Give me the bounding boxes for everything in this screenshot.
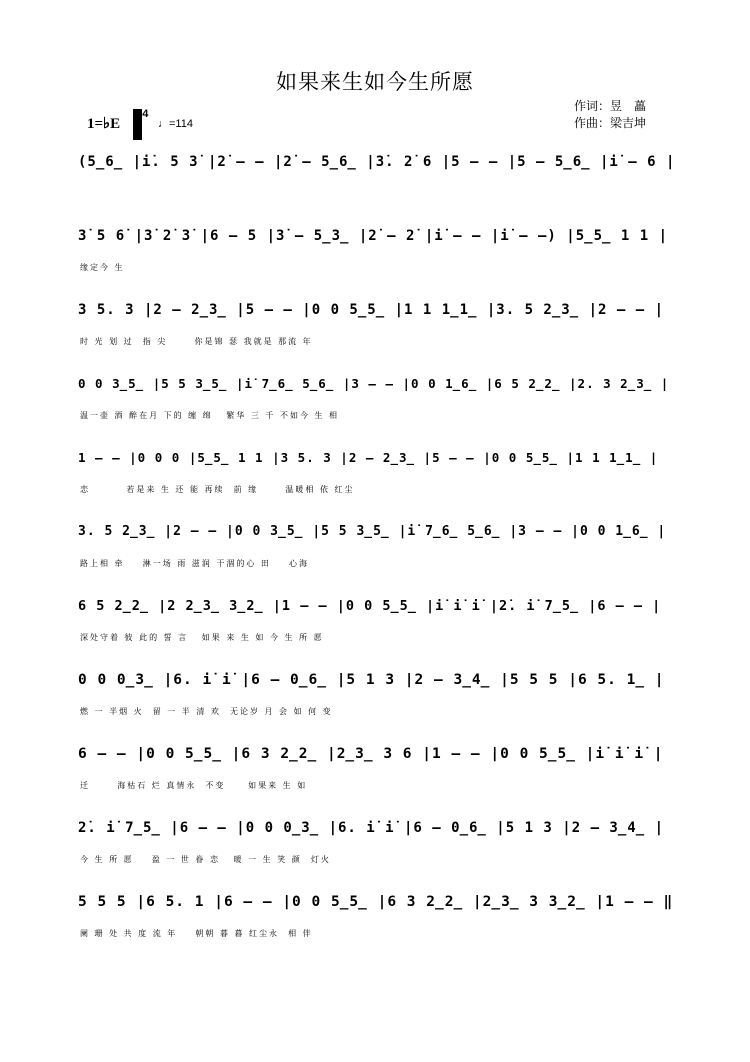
score-system [78, 444, 678, 514]
score-system [78, 740, 678, 810]
notation-line: 3. 5 2̲3̲ |2 – – |0 0 3̲5̲ |5 5 3̲5̲ |i̇ 7̲6̲ 5̲6̲ |3 – – |0 0 1̲6̲ | [78, 524, 667, 539]
score-system [78, 518, 678, 588]
score-system [78, 370, 678, 440]
score-system [78, 666, 678, 736]
notation-line: 0 0 0̲3̲ |6. i̇ i̇ |6 – 0̲6̲ |5 1 3 |2 – 3̲4̲ |5 5 5 |6 5. 1̲ | [78, 672, 665, 688]
score-system [78, 222, 678, 292]
lyric-line: 阑 珊 处 共 度 流 年 朝朝 暮 暮 红尘永 相 伴 [80, 929, 313, 938]
credits [574, 98, 646, 132]
notation-line: 6 5 2̲2̲ |2 2̲3̲ 3̲2̲ |1 – – |0 0 5̲5̲ |i̇ i̇ i̇ |2̇. i̇ 7̲5̲ |6 – – | [78, 598, 662, 614]
lyric-line: 深处守着 彼 此的 誓 言 如果 来 生 如 今 生 所 愿 [80, 633, 324, 642]
notation-line: 0 0 3̲5̲ |5 5 3̲5̲ |i̇ 7̲6̲ 5̲6̲ |3 – – |0 0 1̲6̲ |6 5 2̲2̲ |2. 3 2̲3̲ | [78, 376, 670, 391]
notation-line: 3 5. 3 |2 – 2̲3̲ |5 – – |0 0 5̲5̲ |1 1 1̲1̲ |3. 5 2̲3̲ |2 – – | [78, 302, 665, 318]
score-system [78, 888, 678, 958]
score-system [78, 592, 678, 662]
score-system [78, 296, 678, 366]
notation-line: (5̲6̲ |i̇. 5 3̇ |2̇ – – |2̇ – 5̲6̲ |3̇. 2̇ 6 |5 – – |5 – 5̲6̲ |i̇ – 6 | [78, 154, 676, 170]
lyric-line: 迁 海枯石 烂 真情永 不变 如果来 生 如 [80, 781, 308, 790]
tempo-marking: ♩=114 [158, 118, 193, 130]
notation-line: 1 – – |0 0 0 |5̲5̲ 1 1 |3 5. 3 |2 – 2̲3̲ |5 – – |0 0 5̲5̲ |1 1 1̲1̲ | [78, 450, 659, 465]
key-signature: 1=♭E [87, 116, 121, 132]
lyric-line: 路上相 牵 淋一场 雨 滋润 干涸的心 田 心海 [80, 559, 310, 568]
lyric-line: 恋 若是来 生 还 能 再续 前 缘 温暖相 依 红尘 [80, 485, 355, 494]
lyric-line [78, 188, 680, 210]
notation-line: 3̇ 5 6̇ |3̇ 2̇ 3̇ |6 – 5 |3̇ – 5̲3̲ |2̇ – 2̇ |i̇ – – |i̇ – –) |5̲5̲ 1 1 | [78, 228, 669, 244]
notation-line: 2̇. i̇ 7̲5̲ |6 – – |0 0 0̲3̲ |6. i̇ i̇ |6 – 0̲6̲ |5 1 3 |2 – 3̲4̲ | [78, 820, 665, 836]
lyric-line: 温一壶 酒 醉在月 下的 缠 绵 繁华 三 千 不如今 生 相 [80, 411, 340, 420]
lyric-line: 缘定今 生 [80, 263, 125, 272]
notation-line: 5 5 5 |6 5. 1 |6 – – |0 0 5̲5̲ |6 3 2̲2̲ |2̲3̲ 3 3̲2̲ |1 – – ‖ [78, 894, 674, 910]
lyric-line: 今 生 所 愿 盈 一 世 眷 恋 暖 一 生 笑 颜 灯火 [80, 855, 331, 864]
notation-line: 6 – – |0 0 5̲5̲ |6 3 2̲2̲ |2̲3̲ 3 6 |1 – – |0 0 5̲5̲ |i̇ i̇ i̇ | [78, 746, 664, 762]
meter-bottom: 4 [142, 108, 149, 120]
song-title: 如果来生如今生所愿 [276, 70, 474, 94]
composer-credit: 作曲：梁吉坤 [574, 116, 647, 130]
lyric-line: 时 光 划 过 指 尖 你是锦 瑟 我就是 那流 年 [80, 337, 313, 346]
lyric-line: 燃 一 半烟 火 留 一 半 清 欢 无论岁 月 会 如 何 变 [80, 707, 333, 716]
score-system [78, 814, 678, 884]
lyricist-credit: 作词：昱 藟 [574, 99, 647, 113]
score-system [78, 148, 678, 218]
time-signature [133, 108, 148, 120]
